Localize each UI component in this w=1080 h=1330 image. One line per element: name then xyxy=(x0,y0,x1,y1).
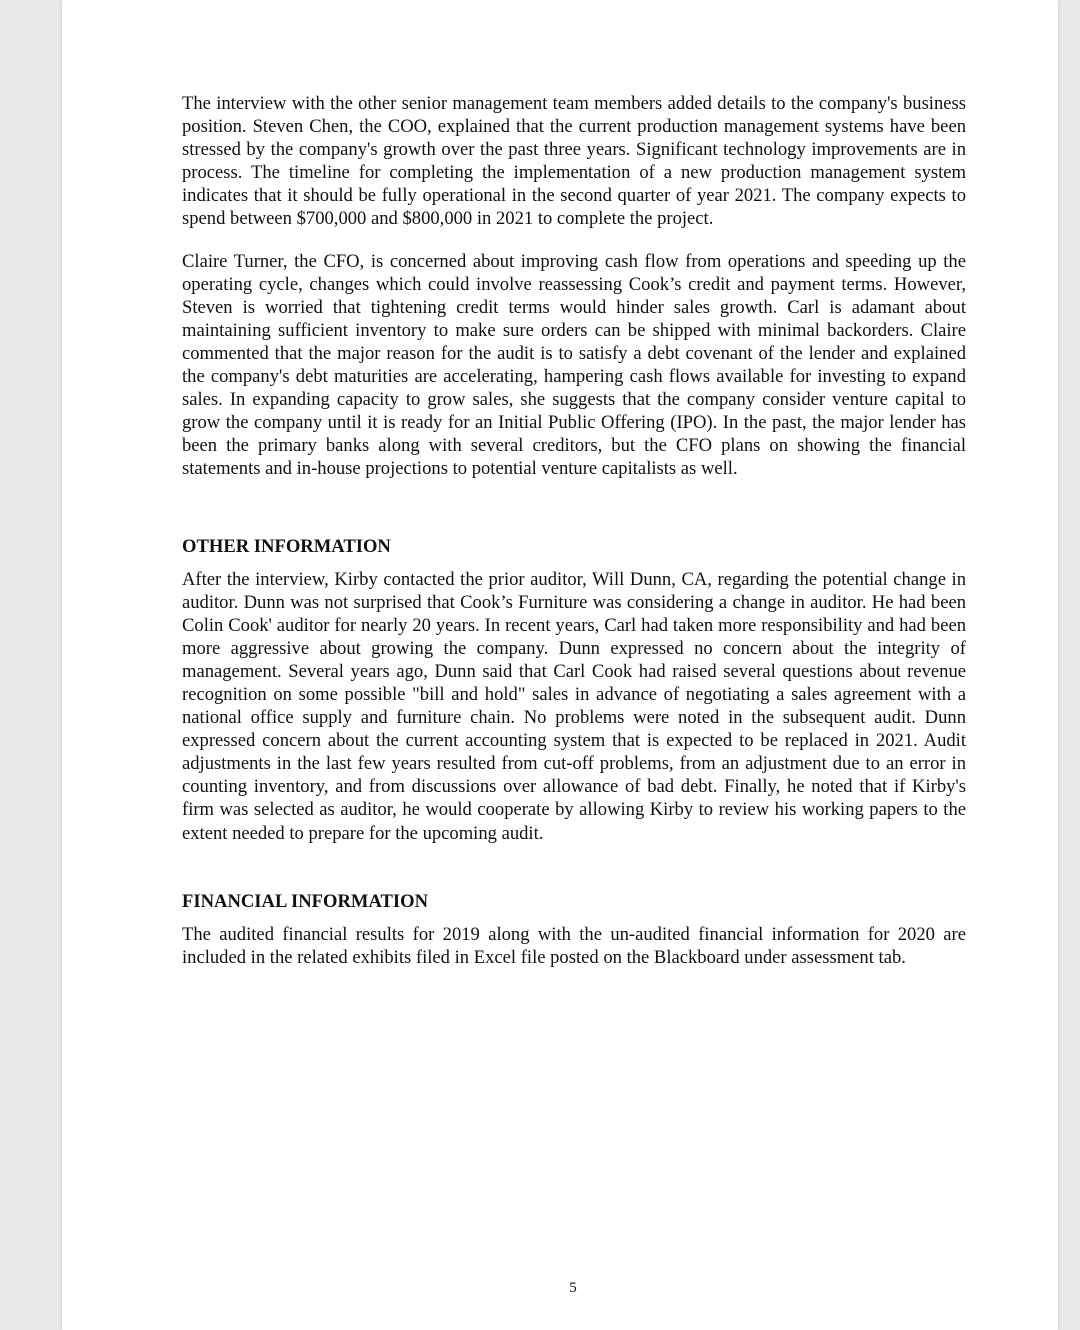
page-number: 5 xyxy=(569,1280,577,1296)
page-content xyxy=(182,92,966,969)
heading-other-information: OTHER INFORMATION xyxy=(182,535,391,557)
paragraph-interview: The interview with the other senior management team members added details to the company's business position. Steven Chen, the COO, explained that the current production management systems have been stressed by the company's growth over the past three years. Significant technology improvements are in process. The timeline for completing the implementation of a new production management system indicates that it should be fully operational in the second quarter of year 2021. The company expects to spend between $700,000 and $800,000 in 2021 to complete the project. xyxy=(182,93,966,230)
document-page xyxy=(62,0,1058,1330)
heading-financial-information: FINANCIAL INFORMATION xyxy=(182,890,429,912)
paragraph-financial-information: The audited financial results for 2019 along with the un-audited financial information for 2020 are included in the related exhibits filed in Excel file posted on the Blackboard under assessment tab. xyxy=(182,923,966,968)
paragraph-cfo-concerns: Claire Turner, the CFO, is concerned about improving cash flow from operations and speeding up the operating cycle, changes which could involve reassessing Cook’s credit and payment terms. However, Steven is worried that tightening credit terms would hinder sales growth. Carl is adamant about maintaining sufficient inventory to make sure orders can be shipped with minimal backorders. Claire commented that the major reason for the audit is to satisfy a debt covenant of the lender and explained the company's debt maturities are accelerating, hampering cash flows available for investing to expand sales. In expanding capacity to grow sales, she suggests that the company consider venture capital to grow the company until it is ready for an Initial Public Offering (IPO). In the past, the major lender has been the primary banks along with several creditors, but the CFO plans on showing the financial statements and in-house projections to potential venture capitalists as well. xyxy=(182,250,966,480)
paragraph-other-information: After the interview, Kirby contacted the prior auditor, Will Dunn, CA, regarding the potential change in auditor. Dunn was not surprised that Cook’s Furniture was considering a change in auditor. He had been Colin Cook' auditor for nearly 20 years. In recent years, Carl had taken more responsibility and had been more aggressive about growing the company. Dunn expressed no concern about the integrity of management. Several years ago, Dunn said that Carl Cook had raised several questions about revenue recognition on some possible "bill and hold" sales in advance of negotiating a sales agreement with a national office supply and furniture chain. No problems were noted in the subsequent audit. Dunn expressed concern about the current accounting system that is expected to be replaced in 2021. Audit adjustments in the last few years resulted from cut-off problems, from an adjustment due to an error in counting inventory, and from discussions over allowance of bad debt. Finally, he noted that if Kirby's firm was selected as auditor, he would cooperate by allowing Kirby to review his working papers to the extent needed to prepare for the upcoming audit. xyxy=(182,568,966,844)
